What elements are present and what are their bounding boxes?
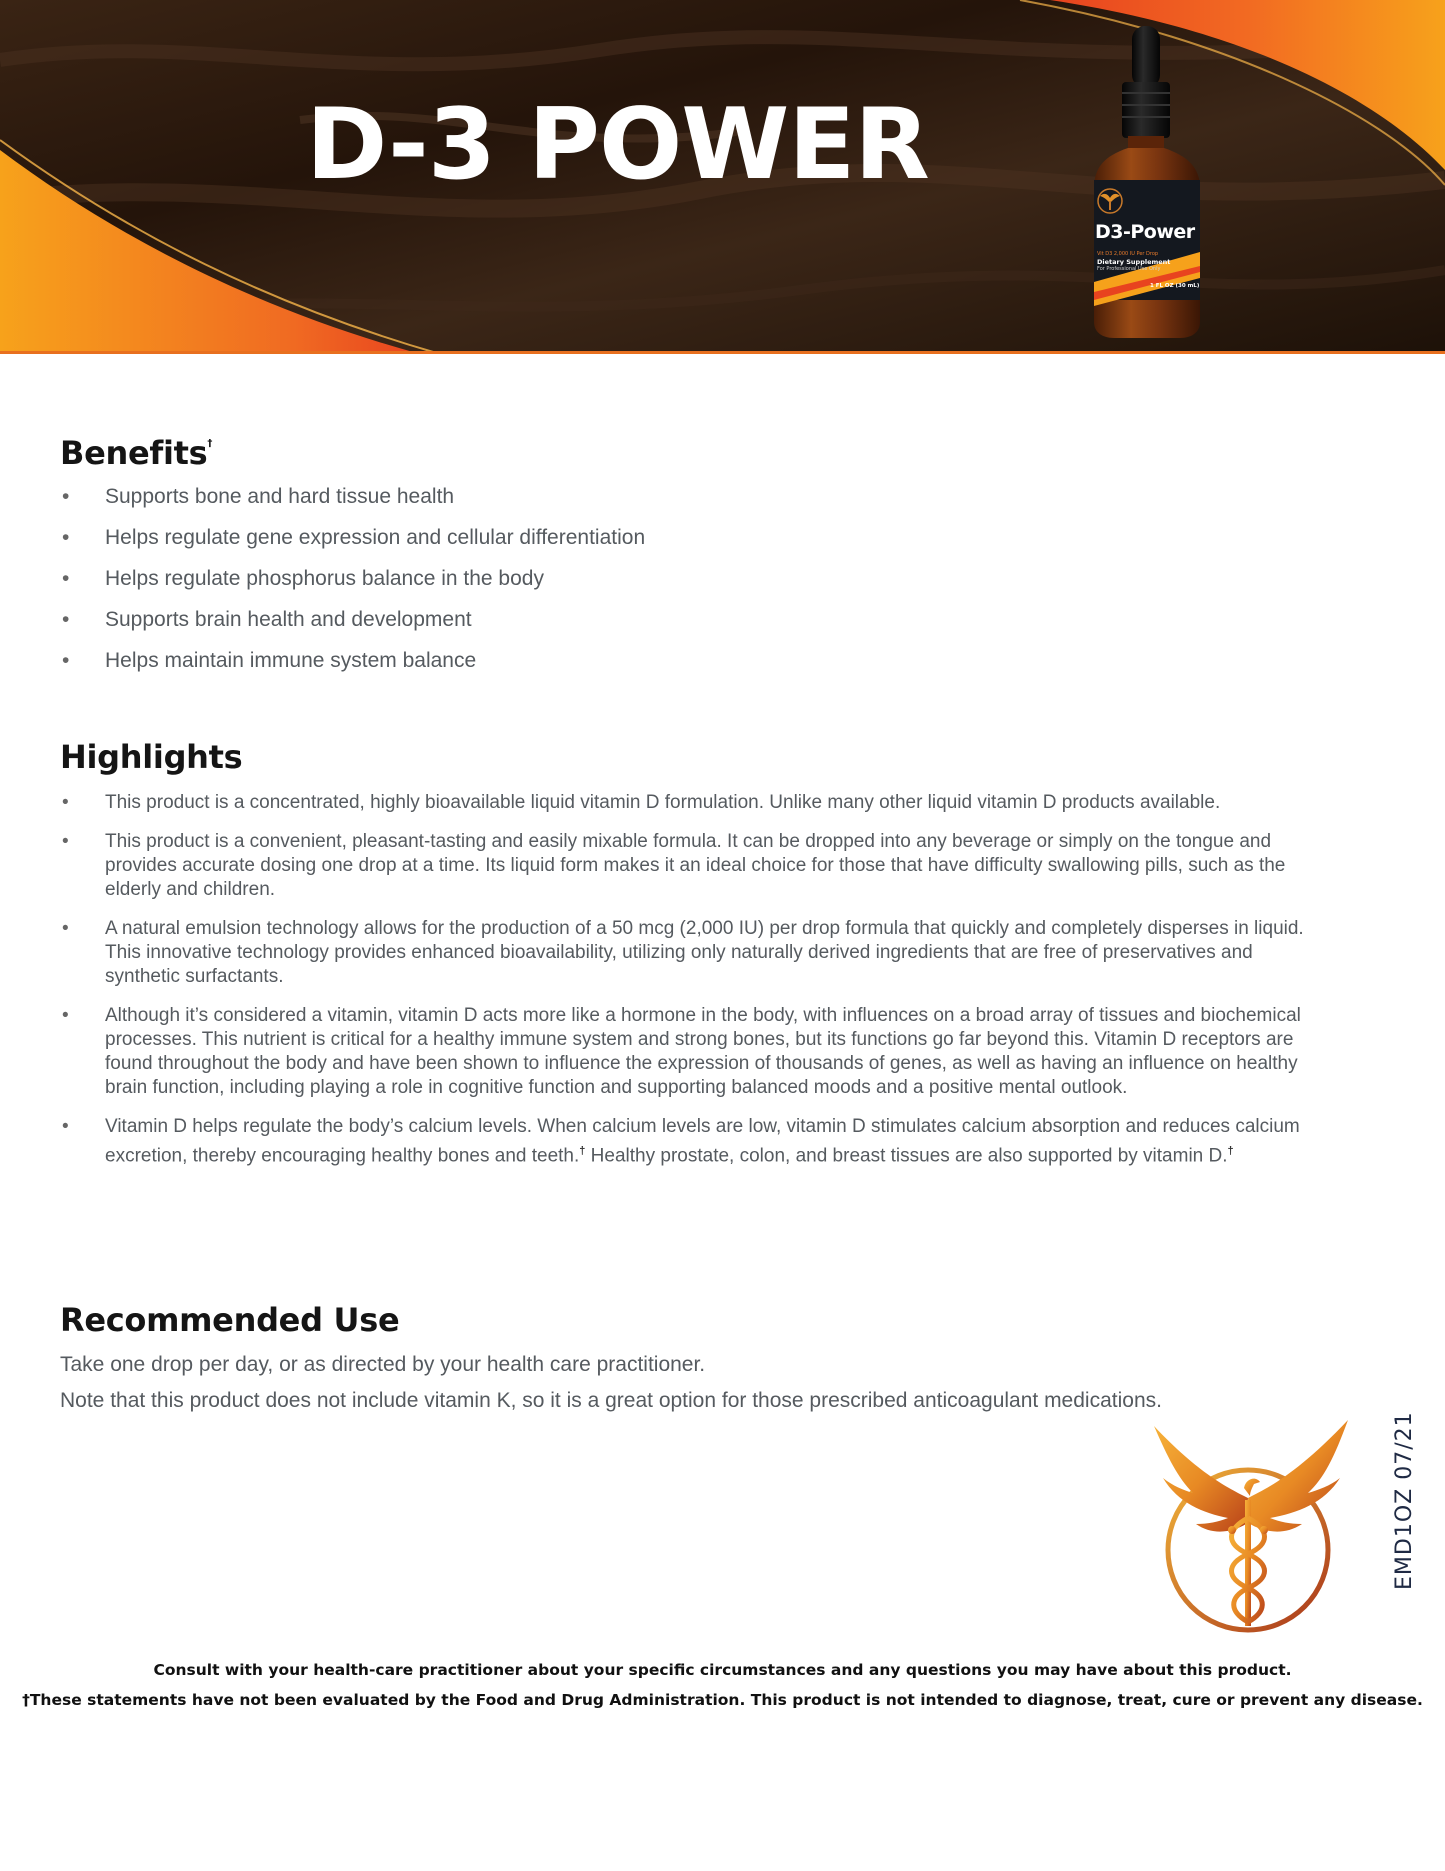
bottle-brand-label: D3-Power [1095, 221, 1195, 243]
fda-disclaimer: †These statements have not been evaluated by the Food and Drug Administration. This product is not intended to diagnose, treat, cure or prevent any disease. [22, 1691, 1423, 1709]
list-item: • A natural emulsion technology allows for the production of a 50 mcg (2,000 IU) per drop formula that quickly and completely disperses in liquid. This innovative technology provides enhanced bioavailability, utilizing only naturally derived ingredients that are free of preservatives and synthetic surfactants. [62, 918, 1304, 987]
highlights-list [60, 791, 1320, 1183]
list-item: • Helps maintain immune system balance [62, 649, 477, 672]
product-code-label: EMD1OZ 07/21 [1392, 1411, 1417, 1590]
bottle-volume-label: 1 FL OZ (30 mL) [1150, 283, 1200, 289]
bullet: • [62, 918, 69, 939]
bullet: • [62, 526, 70, 549]
product-bottle-image [1084, 20, 1214, 340]
benefits-heading: Benefits† [60, 434, 213, 472]
benefits-list [60, 484, 1320, 689]
dagger-mark: † [1227, 1145, 1234, 1157]
bottle-subtitle-label: Dietary Supplement [1097, 258, 1171, 266]
consult-disclaimer: Consult with your health-care practitioner about your specific circumstances and any questions you may have about this product. [153, 1661, 1292, 1679]
page-title: D-3 POWER [306, 88, 929, 202]
bottle-small-label: For Professional Use Only [1097, 266, 1161, 272]
list-item: • This product is a convenient, pleasant-tasting and easily mixable formula. It can be dropped into any beverage or simply on the tongue and provides accurate dosing one drop at a time. Its liquid form makes it an ideal choice for those that have difficulty swallowing pills, such as the elderly and children. [62, 831, 1286, 900]
bullet: • [62, 649, 70, 672]
phoenix-caduceus-logo [1148, 1418, 1358, 1646]
recommended-use-heading: Recommended Use [60, 1301, 400, 1339]
dagger-mark: † [207, 438, 213, 449]
highlights-heading: Highlights [60, 738, 243, 776]
list-item: • Helps regulate gene expression and cellular differentiation [62, 526, 646, 549]
bullet: • [62, 485, 70, 508]
recommended-use-paragraph: Take one drop per day, or as directed by your health care practitioner. [60, 1353, 706, 1376]
bullet: • [62, 567, 70, 590]
list-item: • Vitamin D helps regulate the body’s calcium levels. When calcium levels are low, vitamin D stimulates calcium absorption and reduces calcium excretion, thereby encouraging healthy bones and teeth.† Healthy prostate, colon, and breast tissues are also supported by vitamin D.† [62, 1116, 1300, 1167]
header-banner [0, 0, 1445, 354]
recommended-use-section [60, 1353, 1300, 1425]
bullet: • [62, 831, 69, 852]
bullet: • [62, 792, 69, 813]
bullet: • [62, 1005, 69, 1026]
list-item: • This product is a concentrated, highly bioavailable liquid vitamin D formulation. Unlike many other liquid vitamin D products available. [62, 792, 1221, 813]
bullet: • [62, 1116, 69, 1137]
bullet: • [62, 608, 70, 631]
list-item: • Helps regulate phosphorus balance in the body [62, 567, 544, 590]
bottle-dose-label: Vit D3 2,000 IU Per Drop [1097, 251, 1159, 257]
recommended-use-paragraph: Note that this product does not include vitamin K, so it is a great option for those prescribed anticoagulant medications. [60, 1389, 1162, 1412]
dagger-mark: † [579, 1145, 586, 1157]
list-item: • Supports brain health and development [62, 608, 472, 631]
list-item: • Although it’s considered a vitamin, vitamin D acts more like a hormone in the body, with influences on a broad array of tissues and biochemical processes. This nutrient is critical for a healthy immune system and strong bones, but its functions go far beyond this. Vitamin D receptors are found throughout the body and have been shown to influence the expression of thousands of genes, as well as having an influence on healthy brain function, including playing a role in cognitive function and supporting balanced moods and a positive mental outlook. [62, 1005, 1301, 1098]
list-item: • Supports bone and hard tissue health [62, 485, 455, 508]
